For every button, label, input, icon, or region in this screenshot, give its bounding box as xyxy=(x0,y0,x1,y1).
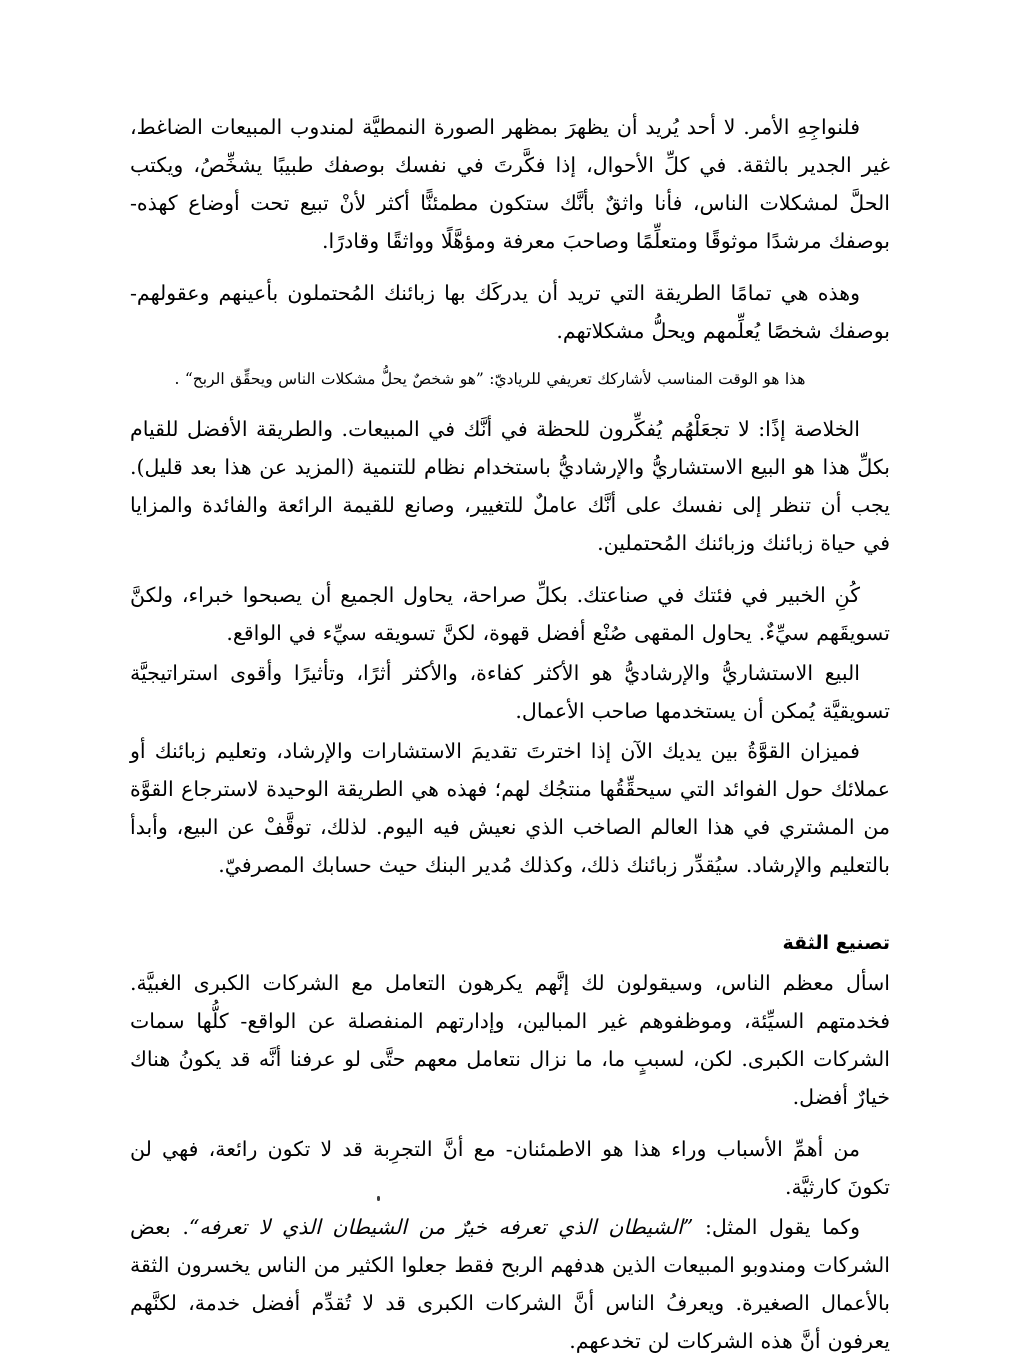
page-content xyxy=(130,108,890,1360)
section-paragraph-1: اسأل معظم الناس، وسيقولون لك إنَّهم يكرهون التعامل مع الشركات الكبرى الغبيَّة. فخدمتهم السيِّئة، وموظفوهم غير المبالين، وإدارتهم المنفصلة عن الواقع- كلُّها سمات الشركات الكبرى. لكن، لسببٍ ما، ما نزال نتعامل معهم حتَّى لو عرفنا أنَّه قد يكونُ هناك خيارٌ أفضل. xyxy=(130,971,890,1109)
paragraph-1: فلنواجِهِ الأمر. لا أحد يُريد أن يظهرَ بمظهر الصورة النمطيَّة لمندوب المبيعات الضاغط، غير الجدير بالثقة. في كلِّ الأحوال، إذا فكَّرتَ في نفسك بوصفك طبيبًا يشخِّصُ، ويكتب الحلَّ لمشكلات الناس، فأنا واثقٌ بأنَّك ستكون مطمئنًّا أكثر لأنْ تبيع تحت أوضاع كهذه- بوصفك مرشدًا موثوقًا ومتعلِّمًا وصاحبَ معرفة ومؤهَّلًا وواثقًا وقادرًا. xyxy=(130,115,890,253)
proverb-prefix: وكما يقول المثل: xyxy=(693,1215,861,1239)
proverb-quote: ”الشيطان الذي تعرفه خيرٌ من الشيطان الذي لا تعرفه“ xyxy=(188,1215,694,1239)
paragraph-6: فميزان القوَّةُ بين يديك الآن إذا اخترتَ تقديمَ الاستشارات والإرشاد، وتعليم زبائنك أو عملائك حول الفوائد التي سيحقِّقُها منتجُك لهم؛ فهذه هي الطريقة الوحيدة لاسترجاع القوَّة من المشتري في هذا العالم الصاخب الذي نعيش فيه اليوم. لذلك، توقَّفْ عن البيع، وأبدأ بالتعليم والإرشاد. سيُقدِّر زبائنك ذلك، وكذلك مُدير البنك حيث حسابك المصرفيّ. xyxy=(130,739,890,877)
paragraph-2: وهذه هي تمامًا الطريقة التي تريد أن يدركَك بها زبائنك المُحتملون بأعينهم وعقولهم- بوصفك شخصًا يُعلِّمهم ويحلُّ مشكلاتهم. xyxy=(130,281,890,343)
paragraph-5: البيع الاستشاريُّ والإرشاديُّ هو الأكثر كفاءة، والأكثر أثرًا، وتأثيرًا وأقوى استراتيجيَّة تسويقيَّة يُمكن أن يستخدمها صاحب الأعمال. xyxy=(130,661,890,723)
section-heading: تصنيع الثقة xyxy=(782,932,890,954)
callout-quote: هذا هو الوقت المناسب لأشاركك تعريفي للرياديّ: ”هو شخصٌ يحلُّ مشكلات الناس ويحقِّق الربح“ . xyxy=(174,370,806,388)
section-paragraph-3 xyxy=(130,1208,890,1360)
section-paragraph-2: من أهمِّ الأسباب وراء هذا هو الاطمئنان- مع أنَّ التجرِبة قد لا تكون رائعة، فهي لن تكونَ كارثيَّة. xyxy=(130,1137,890,1199)
stray-diacritic-mark xyxy=(377,1196,380,1201)
paragraph-3: الخلاصة إذًا: لا تجعَلْهُم يُفكِّرون للحظة في أنَّك في المبيعات. والطريقة الأفضل للقيام بكلِّ هذا هو البيع الاستشاريُّ والإرشاديُّ باستخدام نظام للتنمية (المزيد عن هذا بعد قليل). يجب أن تنظر إلى نفسك على أنَّك عاملٌ للتغيير، وصانع للقيمة الرائعة والفائدة والمزايا في حياة زبائنك وزبائنك المُحتملين. xyxy=(130,417,890,555)
paragraph-4: كُنِ الخبير في فئتك في صناعتك. بكلِّ صراحة، يحاول الجميع أن يصبحوا خبراء، ولكنَّ تسويقَهم سيِّءٌ. يحاول المقهى صُنْع أفضل قهوة، لكنَّ تسويقه سيِّء في الواقع. xyxy=(130,583,890,645)
proverb-suffix: . بعض الشركات ومندوبو المبيعات الذين هدفهم الربح فقط جعلوا الكثير من الناس يخسرون الثقة بالأعمال الصغيرة. ويعرفُ الناس أنَّ الشركات الكبرى قد لا تُقدِّم أفضل خدمة، لكنَّهم يعرفون أنَّ هذه الشركات لن تخدعهم. xyxy=(130,1215,890,1353)
